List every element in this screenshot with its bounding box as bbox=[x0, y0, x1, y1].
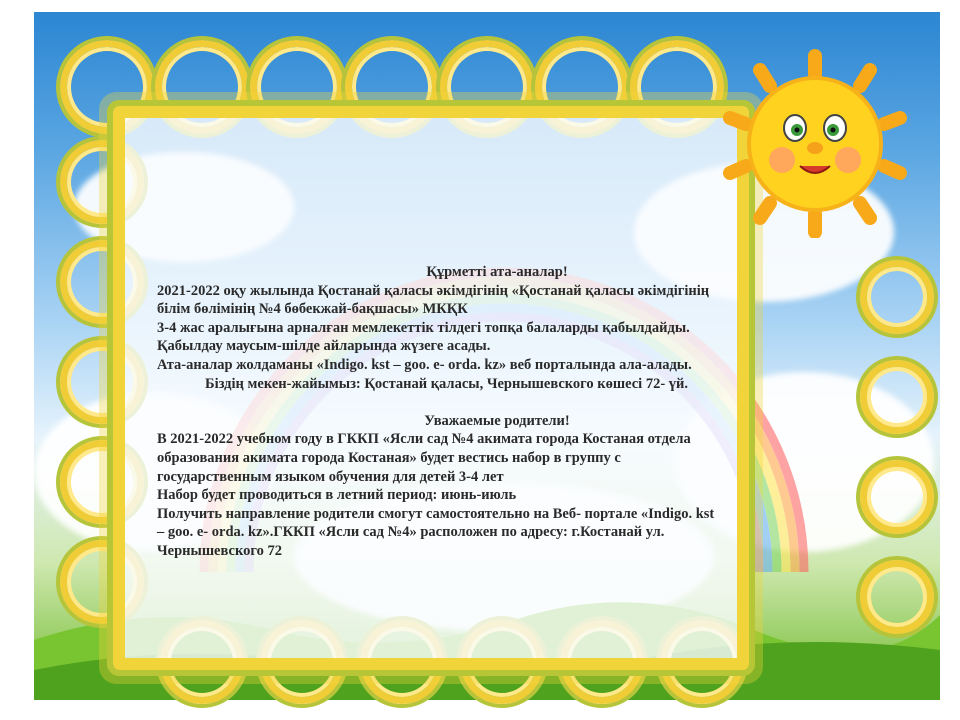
kazakh-line: білім бөлімінің №4 бөбекжай-бақшасы» МКҚК bbox=[157, 301, 468, 318]
kazakh-line: 2021-2022 оқу жылында Қостанай қаласы әкімдігінің «Қостанай қаласы әкімдігінің bbox=[157, 282, 710, 299]
russian-line: – goo. e- orda. kz».ГККП «Ясли сад №4» расположен по адресу: г.Костанай ул. bbox=[157, 524, 665, 541]
kazakh-address: Біздің мекен-жайымыз: Қостанай қаласы, Чернышевского көшесі 72- үй. bbox=[205, 375, 689, 392]
kazakh-line: 3-4 жас аралығына арналған мемлекеттік тілдегі топқа балаларды қабылдайды. bbox=[157, 319, 690, 336]
russian-line: Набор будет проводиться в летний период: июнь-июль bbox=[157, 487, 517, 504]
frame-ring bbox=[860, 460, 934, 534]
kazakh-line: Қабылдау маусым-шілде айларында жүзеге асады. bbox=[157, 338, 491, 355]
russian-line: В 2021-2022 учебном году в ГККП «Ясли сад №4 акимата города Костаная отдела bbox=[157, 431, 691, 448]
russian-line: Чернышевского 72 bbox=[157, 542, 282, 559]
kazakh-greeting: Құрметті ата-аналар! bbox=[426, 264, 568, 280]
frame-ring bbox=[860, 260, 934, 334]
announcement-text bbox=[157, 263, 837, 561]
russian-greeting: Уважаемые родители! bbox=[424, 412, 570, 429]
frame-ring bbox=[860, 360, 934, 434]
russian-line: государственным языком обучения для детей 3-4 лет bbox=[157, 468, 504, 485]
russian-line: Получить направление родители смогут самостоятельно на Веб- портале «Indigo. kst bbox=[157, 505, 715, 522]
sun-icon bbox=[720, 48, 910, 238]
frame-ring bbox=[860, 560, 934, 634]
russian-line: образования акимата города Костаная» будет вестись набор в группу с bbox=[157, 449, 621, 466]
kazakh-line: Ата-аналар жолдаманы «Indigo. kst – goo. e- orda. kz» веб порталында ала-алады. bbox=[157, 356, 692, 373]
spacer bbox=[157, 393, 837, 412]
